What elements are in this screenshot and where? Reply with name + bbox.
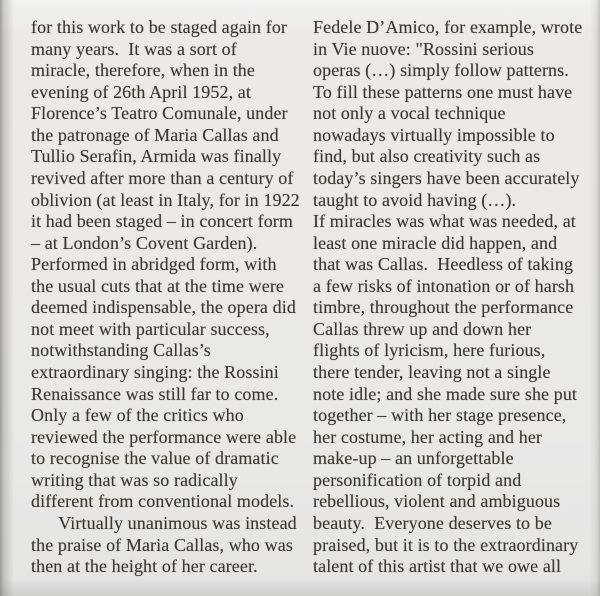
text-line: If miracles was what was needed, at — [313, 211, 576, 232]
text-line: find, but also creativity such as — [313, 146, 541, 167]
text-line: flights of lyricism, here furious, — [313, 340, 546, 361]
text-line: – at London’s Covent Garden). — [31, 232, 258, 253]
text-line: a few risks of intonation or of harsh — [313, 275, 575, 296]
text-line: nowadays virtually impossible to — [313, 124, 555, 145]
text-line: Fedele D’Amico, for example, wrote — [313, 17, 583, 37]
text-line: Callas threw up and down her — [313, 318, 532, 339]
text-line: personification of torpid and — [313, 469, 522, 490]
text-line: Performed in abridged form, with — [31, 254, 277, 275]
text-line: extraordinary singing: the Rossini — [31, 362, 279, 382]
text-line: for this work to be staged again for — [31, 17, 288, 37]
text-line: it had been staged – in concert form — [31, 211, 294, 232]
text-line: the usual cuts that at the time were — [31, 275, 285, 296]
text-line: timbre, throughout the performance — [313, 297, 574, 318]
text-line: operas (…) simply follow patterns. — [313, 60, 569, 81]
text-line: deemed indispensable, the opera did — [31, 297, 296, 318]
text-line: praised, but it is to the extraordinary — [313, 534, 579, 555]
text-line: writing that was so radically — [31, 469, 238, 490]
text-line: her costume, her acting and her — [313, 426, 543, 447]
text-line: talent of this artist that we owe all — [313, 556, 562, 577]
right-text-column — [313, 17, 595, 578]
text-line: revived after more than a century of — [31, 167, 294, 188]
text-line: Virtually unanimous was instead — [31, 512, 297, 533]
text-line: not meet with particular success, — [31, 318, 270, 339]
text-line: evening of 26th April 1952, at — [31, 81, 251, 102]
text-line: to recognise the value of dramatic — [31, 448, 279, 469]
text-line: the patronage of Maria Callas and — [31, 124, 279, 145]
text-line: there tender, leaving not a single — [313, 362, 551, 382]
text-line: Florence’s Teatro Comunale, under — [31, 103, 288, 124]
text-line: notwithstanding Callas’s — [31, 340, 211, 361]
text-line: the praise of Maria Callas, who was — [31, 534, 293, 555]
text-line: then at the height of her career. — [31, 556, 258, 577]
text-line: Renaissance was still far to come. — [31, 383, 279, 404]
text-line: To fill these patterns one must have — [313, 81, 573, 102]
text-line: many years. It was a sort of — [31, 38, 237, 59]
text-line: not only a vocal technique — [313, 103, 506, 124]
text-line: Only a few of the critics who — [31, 405, 244, 426]
text-line: miracle, therefore, when in the — [31, 60, 255, 81]
text-line: beauty. Everyone deserves to be — [313, 512, 552, 533]
text-line: oblivion (at least in Italy, for in 1922 — [31, 189, 300, 210]
text-line: different from conventional models. — [31, 491, 295, 512]
text-line: note idle; and she made sure she put — [313, 383, 578, 404]
text-line: make-up – an unforgettable — [313, 448, 514, 469]
text-line: reviewed the performance were able — [31, 426, 297, 447]
text-line: rebellious, violent and ambiguous — [313, 491, 561, 512]
text-line: together – with her stage presence, — [313, 405, 567, 426]
text-line: today’s singers have been accurately — [313, 167, 580, 188]
text-line: taught to avoid having (…). — [313, 189, 517, 210]
text-line: least one miracle did happen, and — [313, 232, 558, 253]
text-line: in Vie nuove: "Rossini serious — [313, 38, 534, 59]
text-line: that was Callas. Heedless of taking — [313, 254, 574, 275]
text-line: Tullio Serafin, Armida was finally — [31, 146, 282, 167]
left-text-column — [31, 17, 303, 578]
